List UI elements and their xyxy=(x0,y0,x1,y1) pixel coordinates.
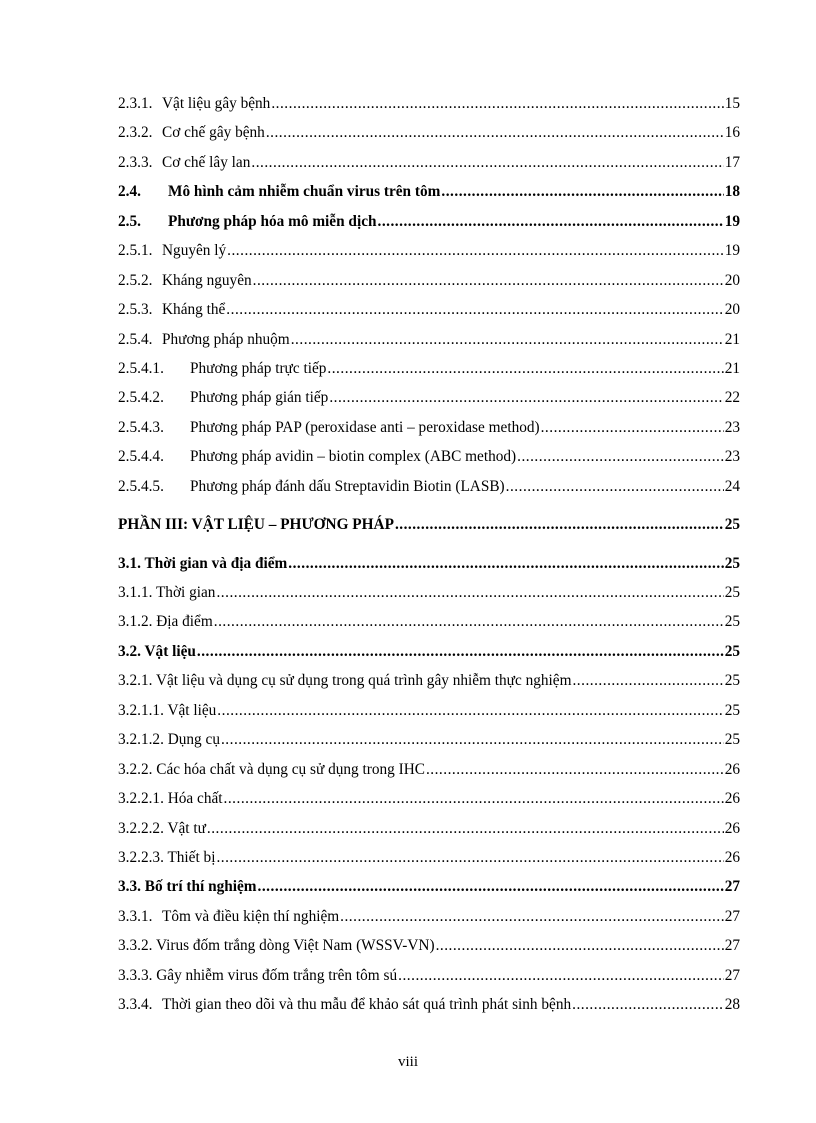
dot-leader xyxy=(340,905,724,929)
toc-entry-page: 26 xyxy=(724,790,740,808)
toc-entry-title: 3.3.2. Virus đốm trắng dòng Việt Nam (WSSV-VN) xyxy=(118,937,435,955)
dot-leader xyxy=(253,269,724,293)
toc-entry-number: 2.5.4.1. xyxy=(118,359,164,377)
toc-entry-page: 19 xyxy=(724,242,740,260)
toc-entry-title: Vật liệu gây bệnh xyxy=(162,95,271,112)
toc-entry-page: 25 xyxy=(724,701,740,719)
dot-leader xyxy=(329,386,723,410)
toc-entry-title: 3.2. Vật liệu xyxy=(118,642,196,660)
toc-entry-page: 22 xyxy=(724,389,740,407)
toc-entry-title: PHẦN III: VẬT LIỆU – PHƯƠNG PHÁP xyxy=(118,516,394,534)
toc-entry-page: 25 xyxy=(724,731,740,749)
dot-leader xyxy=(572,669,723,693)
toc-entry[interactable] xyxy=(118,386,740,415)
toc-entry-page: 27 xyxy=(724,907,740,925)
toc-entry-page: 18 xyxy=(724,183,740,201)
toc-entry[interactable] xyxy=(118,934,740,963)
toc-entry-title: 3.2.2.2. Vật tư xyxy=(118,819,206,837)
toc-entry-number: 2.5.4.3. xyxy=(118,418,164,436)
toc-entry-page: 17 xyxy=(724,153,740,171)
page-number: viii xyxy=(397,1054,418,1070)
toc-entry-title: Cơ chế lây lan xyxy=(162,153,251,171)
dot-leader xyxy=(226,298,723,322)
toc-entry[interactable] xyxy=(118,758,740,787)
dot-leader xyxy=(207,817,724,841)
toc-entry-page: 25 xyxy=(724,516,740,534)
toc-entry-title: 3.2.2. Các hóa chất và dụng cụ sử dụng trong IHC xyxy=(118,760,425,778)
toc-entry-title: Phương pháp hóa mô miễn dịch xyxy=(168,212,377,230)
toc-entry-section[interactable] xyxy=(118,875,740,904)
toc-entry-title: Cơ chế gây bệnh xyxy=(162,124,265,142)
toc-entry-page: 25 xyxy=(724,584,740,601)
dot-leader xyxy=(271,92,723,116)
dot-leader xyxy=(221,728,724,752)
toc-entry-page: 26 xyxy=(724,760,740,778)
dot-leader xyxy=(288,552,723,576)
toc-entry-title: Kháng thể xyxy=(162,301,226,319)
toc-entry-page: 27 xyxy=(724,878,740,896)
toc-entry[interactable] xyxy=(118,699,740,728)
toc-entry-section[interactable] xyxy=(118,180,740,209)
toc-entry[interactable] xyxy=(118,993,740,1022)
toc-entry-number: 2.5. xyxy=(118,212,141,230)
toc-entry-title: Tôm và điều kiện thí nghiệm xyxy=(162,907,340,925)
toc-entry-page: 27 xyxy=(724,937,740,955)
toc-entry-number: 2.5.4.2. xyxy=(118,389,164,407)
dot-leader xyxy=(291,328,724,352)
dot-leader xyxy=(426,758,724,782)
toc-entry[interactable] xyxy=(118,846,740,875)
toc-entry[interactable] xyxy=(118,357,740,386)
toc-entry-title: Kháng nguyên xyxy=(162,271,252,289)
dot-leader xyxy=(197,640,724,664)
toc-entry-title: 3.1.1. Thời gian xyxy=(118,584,216,601)
toc-entry-page: 28 xyxy=(724,996,740,1014)
toc-entry-title: 3.2.2.3. Thiết bị xyxy=(118,848,216,866)
toc-entry-page: 19 xyxy=(724,212,740,230)
toc-entry-title: Phương pháp gián tiếp xyxy=(190,389,329,407)
toc-entry-page: 24 xyxy=(724,477,740,495)
toc-entry-number: 2.5.2. xyxy=(118,271,153,289)
dot-leader xyxy=(214,610,724,634)
table-of-contents xyxy=(118,92,740,1023)
toc-entry-page: 20 xyxy=(724,271,740,289)
dot-leader xyxy=(541,416,724,440)
toc-entry[interactable] xyxy=(118,728,740,757)
toc-entry-title: Phương pháp PAP (peroxidase anti – peroxidase method) xyxy=(190,418,540,436)
toc-entry-page: 23 xyxy=(724,448,740,466)
toc-entry-title: 3.2.2.1. Hóa chất xyxy=(118,790,223,808)
toc-entry-section[interactable] xyxy=(118,210,740,239)
dot-leader xyxy=(441,180,723,204)
toc-entry[interactable] xyxy=(118,787,740,816)
toc-entry[interactable] xyxy=(118,669,740,698)
toc-entry[interactable] xyxy=(118,92,740,121)
toc-entry-number: 2.5.4. xyxy=(118,330,153,348)
dot-leader xyxy=(227,239,724,263)
toc-entry-title: 3.1. Thời gian và địa điểm xyxy=(118,554,288,572)
dot-leader xyxy=(517,445,724,469)
toc-entry-title: Phương pháp trực tiếp xyxy=(190,359,327,377)
toc-entry-page: 25 xyxy=(724,672,740,690)
toc-entry-page: 16 xyxy=(724,124,740,142)
toc-entry-page: 21 xyxy=(724,359,740,377)
toc-entry[interactable] xyxy=(118,817,740,846)
toc-entry-page: 26 xyxy=(724,848,740,866)
dot-leader xyxy=(572,993,724,1017)
toc-entry[interactable] xyxy=(118,328,740,357)
toc-entry-title: 3.3. Bố trí thí nghiệm xyxy=(118,878,257,896)
toc-entry-title: Mô hình cảm nhiễm chuẩn virus trên tôm xyxy=(168,183,441,201)
toc-entry-title: 3.3.3. Gây nhiễm virus đốm trắng trên tôm sú xyxy=(118,966,398,984)
toc-entry-title: Thời gian theo dõi và thu mẫu để khảo sát quá trình phát sinh bệnh xyxy=(162,996,572,1014)
dot-leader xyxy=(216,581,723,605)
toc-entry[interactable] xyxy=(118,475,740,504)
dot-leader xyxy=(398,964,724,988)
toc-entry-page: 21 xyxy=(724,330,740,348)
dot-leader xyxy=(224,787,724,811)
dot-leader xyxy=(378,210,724,234)
toc-entry-page: 27 xyxy=(724,966,740,984)
dot-leader xyxy=(251,151,723,175)
dot-leader xyxy=(395,513,724,537)
dot-leader xyxy=(506,475,724,499)
dot-leader xyxy=(258,875,724,899)
toc-entry-number: 2.3.1. xyxy=(118,95,153,112)
dot-leader xyxy=(327,357,723,381)
toc-entry-number: 2.4. xyxy=(118,183,141,201)
toc-entry-page: 26 xyxy=(724,819,740,837)
toc-entry-title: 3.2.1.1. Vật liệu xyxy=(118,701,217,719)
toc-entry-title: 3.2.1.2. Dụng cụ xyxy=(118,731,220,749)
dot-leader xyxy=(436,934,724,958)
toc-entry-title: Phương pháp đánh dấu Streptavidin Biotin (LASB) xyxy=(190,477,505,495)
toc-entry[interactable] xyxy=(118,121,740,150)
toc-entry[interactable] xyxy=(118,239,740,268)
toc-entry-page: 15 xyxy=(724,95,740,112)
toc-entry-title: Phương pháp avidin – biotin complex (ABC method) xyxy=(190,448,517,466)
toc-entry[interactable] xyxy=(118,269,740,298)
toc-entry-title: Nguyên lý xyxy=(162,242,227,260)
toc-entry-title: 3.2.1. Vật liệu và dụng cụ sử dụng trong quá trình gây nhiễm thực nghiệm xyxy=(118,672,572,690)
dot-leader xyxy=(217,699,723,723)
toc-entry[interactable] xyxy=(118,610,740,639)
toc-entry[interactable] xyxy=(118,416,740,445)
toc-entry-number: 2.5.1. xyxy=(118,242,153,260)
toc-entry[interactable] xyxy=(118,581,740,610)
toc-entry-section[interactable] xyxy=(118,552,740,581)
toc-entry-number: 2.3.2. xyxy=(118,124,153,142)
toc-entry[interactable] xyxy=(118,445,740,474)
toc-entry-title: 3.1.2. Địa điểm xyxy=(118,613,213,631)
toc-entry-number: 2.5.4.5. xyxy=(118,477,164,495)
toc-entry-number: 2.5.3. xyxy=(118,301,153,319)
toc-entry[interactable] xyxy=(118,964,740,993)
toc-entry-page: 25 xyxy=(724,613,740,631)
toc-entry-page: 25 xyxy=(724,554,740,572)
toc-entry[interactable] xyxy=(118,905,740,934)
toc-entry-number: 2.5.4.4. xyxy=(118,448,164,466)
dot-leader xyxy=(266,121,724,145)
dot-leader xyxy=(216,846,723,870)
toc-entry-part[interactable] xyxy=(118,513,740,542)
toc-entry-page: 25 xyxy=(724,642,740,660)
toc-entry-page: 23 xyxy=(724,418,740,436)
toc-entry-number: 3.3.1. xyxy=(118,907,153,925)
toc-entry[interactable] xyxy=(118,151,740,180)
toc-entry[interactable] xyxy=(118,298,740,327)
toc-entry-section[interactable] xyxy=(118,640,740,669)
toc-entry-number: 2.3.3. xyxy=(118,153,153,171)
toc-entry-page: 20 xyxy=(724,301,740,319)
toc-entry-title: Phương pháp nhuộm xyxy=(162,330,290,348)
toc-entry-number: 3.3.4. xyxy=(118,996,153,1014)
